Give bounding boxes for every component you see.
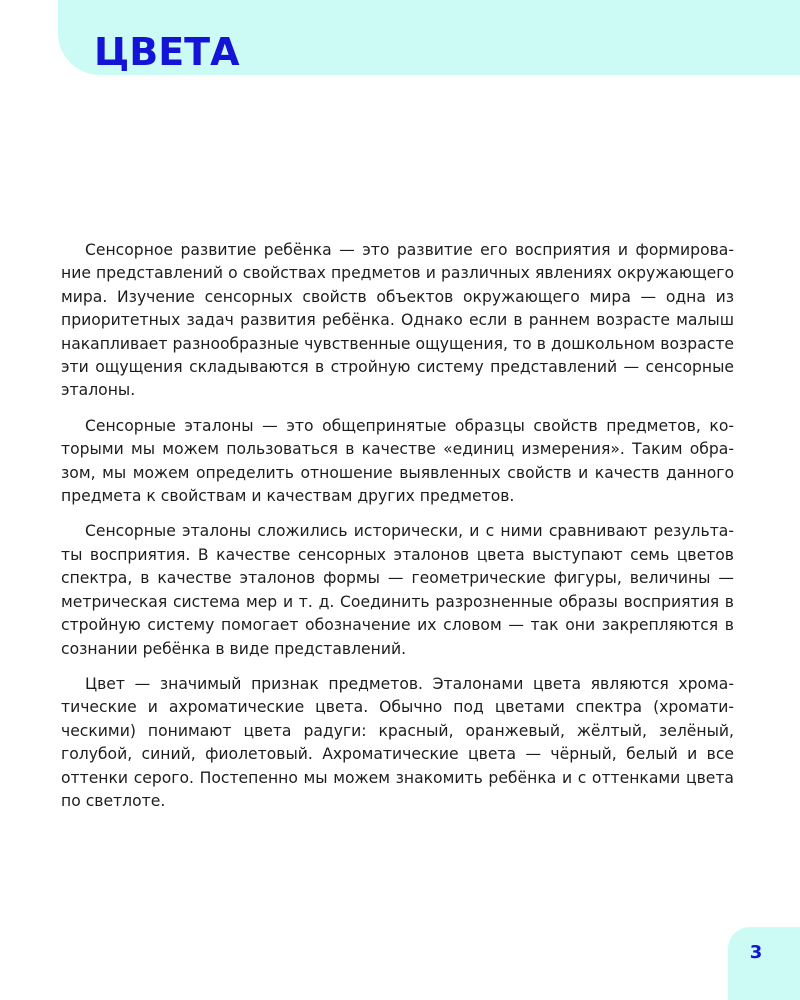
paragraph: Сенсорные эталоны сложились исторически, и с ними сравнивают результаты восприятия. В качестве сенсорных эталонов цвета выступают семь цветов спектра, в качестве эталонов формы — геометрические фигуры, величины — метрическая система мер и т. д. Соединить разрозненные образы восприятия в стройную систему помогает обозначение их словом — так они закрепляются в сознании ребёнка в виде представлений. xyxy=(61,522,734,658)
page-number: 3 xyxy=(749,942,763,963)
paragraph: Сенсорные эталоны — это общепринятые образцы свойств предметов, которыми мы можем пользоваться в качестве «единиц измерения». Таким образом, мы можем определить отношение выявленных свойств и качеств данного предмета к свойствам и качествам других предметов. xyxy=(61,416,734,506)
page-title: ЦВЕТА xyxy=(94,30,240,74)
body-text xyxy=(61,239,734,825)
paragraph: Сенсорное развитие ребёнка — это развитие его восприятия и формирование представлений о свойствах предметов и различных явлениях окружающего мира. Изучение сенсорных свойств объектов окружающего мира — одна из приоритетных задач развития ребёнка. Однако если в раннем возрасте малыш накапливает разнообразные чувственные ощущения, то в дошкольном возрасте эти ощущения складываются в стройную систему представлений — сенсорные эталоны. xyxy=(61,241,734,400)
paragraph: Цвет — значимый признак предметов. Эталонами цвета являются хроматические и ахроматические цвета. Обычно под цветами спектра (хроматическими) понимают цвета радуги: красный, оранжевый, жёлтый, зелёный, голубой, синий, фиолетовый. Ахроматические цвета — чёрный, белый и все оттенки серого. Постепенно мы можем знакомить ребёнка и с оттенками цвета по светлоте. xyxy=(61,674,734,810)
